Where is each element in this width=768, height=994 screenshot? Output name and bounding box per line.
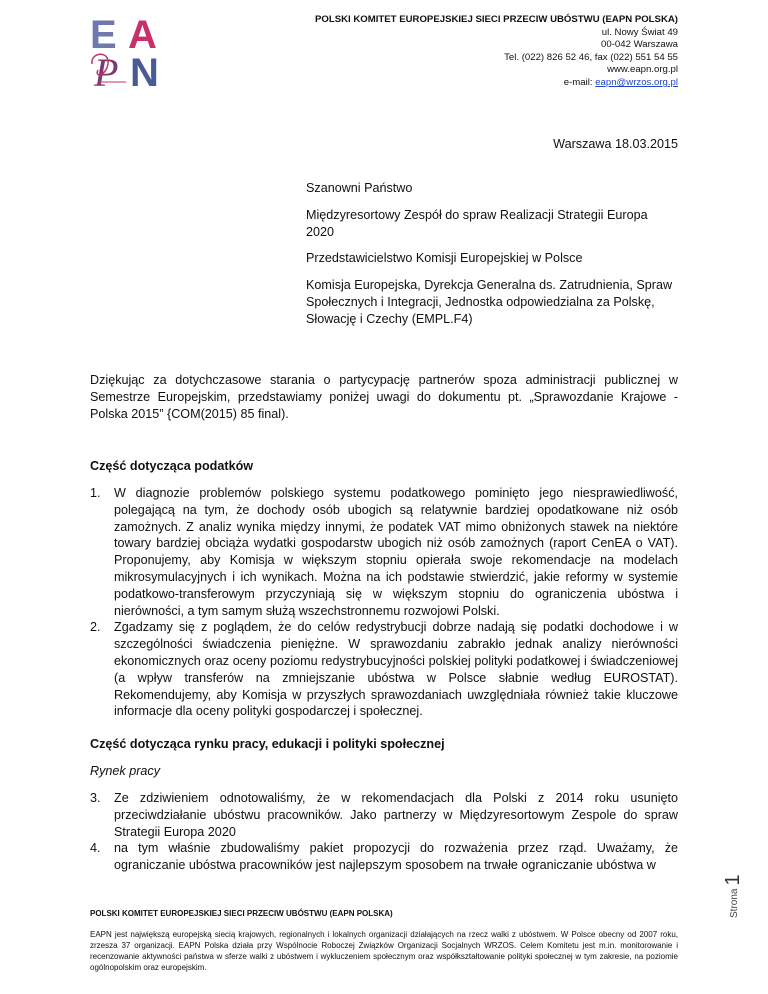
- list-item: [90, 840, 678, 874]
- letter-date: Warszawa 18.03.2015: [553, 137, 678, 151]
- org-street: ul. Nowy Świat 49: [601, 26, 678, 38]
- recipient-line: Przedstawicielstwo Komisji Europejskiej w Polsce: [306, 251, 583, 266]
- item-text: na tym właśnie zbudowaliśmy pakiet propozycji do rozważenia przez rząd. Uważamy, że ograniczanie ubóstwa pracowników jest najlepszym sposobem na trwałe ograniczanie ubóstwa w: [114, 841, 678, 873]
- salutation: Szanowni Państwo: [306, 181, 413, 195]
- page-number-label: [722, 838, 742, 918]
- eapn-logo: [88, 12, 172, 88]
- list-item: [90, 790, 678, 840]
- subsection-title: Rynek pracy: [90, 764, 160, 778]
- recipient-line: Międzyresortowy Zespół do spraw Realizacji Strategii Europa 2020: [306, 207, 648, 239]
- item-text: Ze zdziwieniem odnotowaliśmy, że w rekomendacjach dla Polski z 2014 roku usunięto przeciwdziałanie ubóstwu pracowników. Jako partnerzy w Międzyresortowym Zespole do spraw Strategii Europa 2020: [114, 791, 678, 839]
- tax-points-list: [90, 485, 678, 720]
- item-text: Zgadzamy się z poglądem, że do celów redystrybucji dobrze nadają się podatki dochodowe i w szczególności świadczenia pieniężne. W sprawozdaniu zabrakło jednak analizy nierówności ekonomicznych oraz oceny poziomu redystrybucyjności polskiej polityki podatkowej i świadczeniowej (a wpływ transferów na zmniejszanie ubóstwa w Polsce słabnie według EUROSTAT). Rekomendujemy, aby Komisja w przyszłych sprawozdaniach uwzględniała również takie kluczowe informacje dla oceny polityki gospodarczej i społecznej.: [114, 620, 678, 719]
- org-postal: 00-042 Warszawa: [601, 39, 678, 51]
- intro-paragraph: Dziękując za dotychczasowe starania o partycypację partnerów spoza administracji publicznej w Semestrze Europejskim, przedstawiamy poniżej uwagi do dokumentu pt. „Sprawozdanie Krajowe - Polska 2015” {COM(2015) 85 final).: [90, 373, 678, 421]
- item-text: W diagnozie problemów polskiego systemu podatkowego pominięto jego niesprawiedliwość, polegającą na tym, że dochody osób ubogich są relatywnie bardziej opodatkowane niż osób zamożnych. Z analiz wynika między innymi, że podatek VAT mimo obniżonych stawek na niektóre towary bardziej obciąża wydatki gospodarstw ubogich niż osób zamożnych (raport CenEA o VAT). Proponujemy, aby Komisja w większym stopniu opierała swoje rekomendacje na modelach mikrosymulacyjnych i ich wynikach. Można na ich podstawie stwierdzić, jakie reformy w systemie podatkowo-transferowym przyczyniają się w większym stopniu do ograniczenia ubóstwa i nierówności, a tym samym służą wszechstronnemu rozwojowi Polski.: [114, 486, 678, 618]
- recipients: [306, 180, 676, 338]
- page-number: 1: [722, 874, 744, 886]
- org-email-line: [198, 77, 678, 90]
- footer: [90, 908, 678, 973]
- page-word: Strona: [729, 888, 740, 918]
- org-name: POLSKI KOMITET EUROPEJSKIEJ SIECI PRZECIW UBÓSTWU (EAPN POLSKA): [315, 14, 678, 25]
- letterhead: [198, 14, 678, 90]
- footer-title: POLSKI KOMITET EUROPEJSKIEJ SIECI PRZECIW UBÓSTWU (EAPN POLSKA): [90, 909, 393, 918]
- email-label: e-mail:: [563, 76, 596, 88]
- email-link[interactable]: eapn@wrzos.org.pl: [595, 76, 678, 88]
- logo-letter-a: A: [128, 13, 157, 57]
- logo-letter-p: P: [94, 50, 119, 88]
- item-number: 3.: [90, 791, 101, 805]
- section-title-taxes: Część dotycząca podatków: [90, 459, 254, 473]
- item-number: 2.: [90, 620, 101, 635]
- org-website: www.eapn.org.pl: [607, 64, 678, 76]
- logo-letter-e: E: [90, 13, 117, 57]
- item-number: 1.: [90, 486, 101, 500]
- section-title-labour: Część dotycząca rynku pracy, edukacji i polityki społecznej: [90, 737, 445, 751]
- footer-text: EAPN jest największą europejską siecią krajowych, regionalnych i lokalnych organizacji działających na rzecz walki z ubóstwem. W Polsce obecny od 2007 roku, zrzesza 37 organizacji. EAPN Polska działa przy Wspólnocie Roboczej Związków Organizacji Socjalnych WRZOS. Celem Komitetu jest m.in. monitorowanie i recenzowanie aktywności państwa w sferze walki z ubóstwem i wykluczeniem społecznym oraz współkształtowanie polityki społecznej w tym zakresie, na poziomie ogólnopolskim oraz europejskim.: [90, 930, 678, 972]
- list-item: [90, 619, 678, 720]
- recipient-line: Komisja Europejska, Dyrekcja Generalna ds. Zatrudnienia, Spraw Społecznych i Integracji, Jednostka odpowiedzialna za Polskę, Słowację i Czechy (EMPL.F4): [306, 278, 673, 326]
- labour-points-list: [90, 790, 678, 874]
- list-item: [90, 485, 678, 619]
- item-number: 4.: [90, 841, 101, 856]
- org-phone: Tel. (022) 826 52 46, fax (022) 551 54 55: [504, 51, 678, 63]
- logo-letter-n: N: [130, 51, 159, 88]
